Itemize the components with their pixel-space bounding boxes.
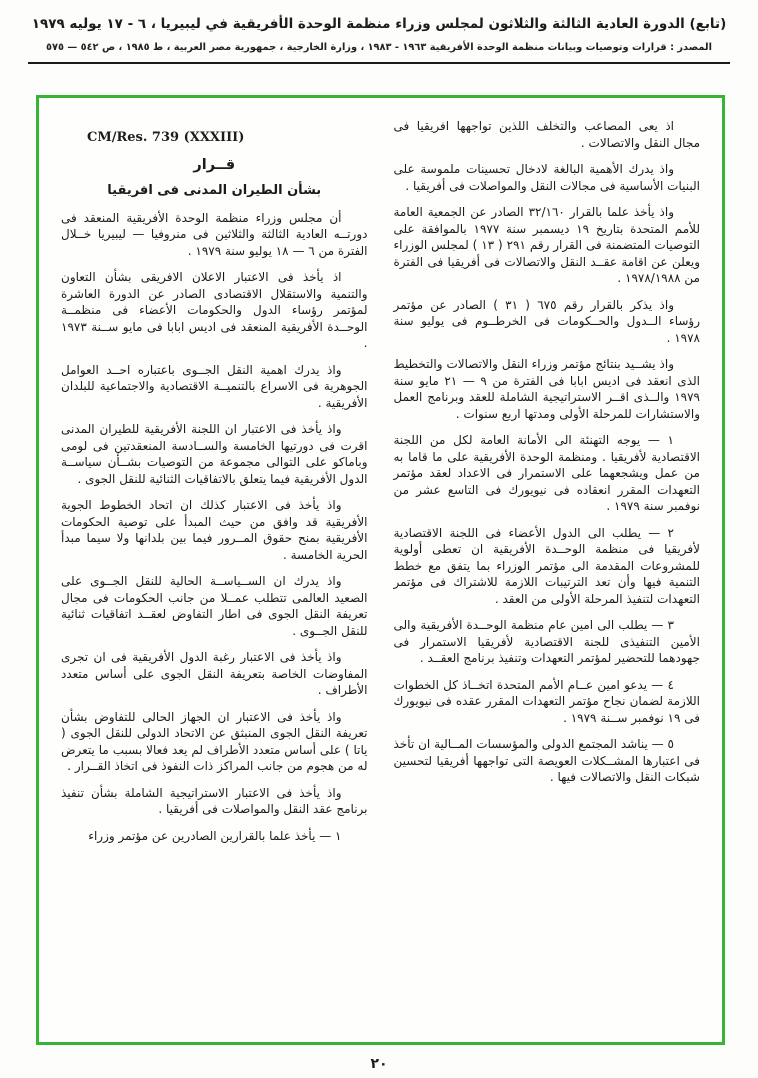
- column-resolution-739: [61, 118, 368, 1028]
- preamble-paragraph: واذ يشــيد بنتائج مؤتمر وزراء النقل والاتصالات والتخطيط الذى انعقد فى اديس ابابا فى الفترة من ٩ — ٢١ مايو سنة ١٩٧٩ والــذى اقــر الاستراتيجية الشاملة للعقد وبرنامج العمل والاستشارات للمرحلة الأولى ومدتها اربع سنوات .: [393, 357, 700, 421]
- page-number: ٢٠: [370, 1056, 388, 1072]
- operative-paragraph: ٣ — يطلب الى امين عام منظمة الوحــدة الأفريقية والى الأمين التنفيذى للجنة الاقتصادية لأفريقيا الاستمرار فى جهودهما للتحضير لمؤتمر التعهدات وتنفيذ برنامج العقــد .: [393, 618, 700, 665]
- preamble-paragraph: واذ يأخذ فى الاعتبار ان اللجنة الأفريقية للطيران المدنى اقرت فى دورتيها الخامسة والســادسة المنعقدتين فى لومى وباماكو على التوالى مجموعة من التوصيات بشــأن سياســة الدول الأفريقية فيما يتعلق بالاتفاقيات الثنائية للنقل الجوى .: [61, 422, 368, 486]
- operative-paragraph: ١ — يوجه التهنئة الى الأمانة العامة لكل من اللجنة الاقتصادية لأفريقيا . ومنظمة الوحدة الأفريقية على ما قاما به من عمل ويشجعهما على الاستمرار فى الاعداد لعقد مؤتمر التعهدات المقرر انعقاده فى نيويورك فى التاسع عشر من نوفمبر سنة ١٩٧٩ .: [393, 433, 700, 513]
- operative-paragraph: ٤ — يدعو امين عــام الأمم المتحدة اتخــاذ كل الخطوات اللازمة لضمان نجاح مؤتمر التعهدات المقرر عقده فى نيويورك فى ١٩ نوفمبر ســنة ١٩٧٩ .: [393, 677, 700, 725]
- header-divider: [28, 62, 730, 64]
- document-frame: [36, 95, 725, 1045]
- operative-paragraph: ٢ — يطلب الى الدول الأعضاء فى اللجنة الاقتصادية لأفريقيا فى منظمة الوحــدة الأفريقية ان تعطى أولوية للمشروعات المقدمة الى مؤتمر الوزراء بما يتفق مع خطط التنمية فيها وأن تعد الترتيبات اللازمة للاشتراك فى مؤتمر التعهدات لتنفيذ المرحلة الأولى من العقد .: [393, 525, 700, 606]
- operative-paragraph: ١ — يأخذ علما بالقرارين الصادرين عن مؤتمر وزراء: [88, 828, 342, 843]
- preamble-paragraph: اذ يعى المصاعب والتخلف اللذين تواجهها افريقيا فى مجال النقل والاتصالات .: [393, 119, 700, 150]
- preamble-paragraph: واذ يأخذ فى الاعتبار رغبة الدول الأفريقية فى ان تجرى المفاوضات الخاصة بتعريفة النقل الجوى على أساس متعدد الأطراف .: [61, 650, 368, 697]
- session-title: (تابع) الدورة العادية الثالثة والثلاثون لمجلس وزراء منظمة الوحدة الأفريقية في ليبيريا ، ٦ - ١٧ يوليه ١٩٧٩: [31, 16, 727, 32]
- source-citation: المصدر : قرارات وتوصيات وبيانات منظمة الوحدة الأفريقية ١٩٦٣ - ١٩٨٣ ، وزارة الخارجية ، جمهورية مصر العربية ، ط ١٩٨٥ ، ص ٥٤٢ — ٥٧٥: [46, 42, 712, 53]
- preamble-paragraph: أن مجلس وزراء منظمة الوحدة الأفريقية المنعقد فى دورتــه العادية الثالثة والثلاثين فى منروفيا — ليبيريا خــلال الفترة من ٦ — ١٨ يوليو سنة ١٩٧٩ .: [61, 210, 368, 258]
- preamble-paragraph: واذ يأخذ فى الاعتبار الاستراتيجية الشاملة بشأن تنفيذ برنامج عقد النقل والمواصلات فى أفريقيا .: [61, 785, 368, 816]
- resolution-subtitle: بشأن الطيران المدنى فى افريقيا: [107, 183, 322, 198]
- page-header: [0, 0, 758, 64]
- two-column-layout: [61, 118, 700, 1028]
- resolution-reference: CM/Res. 739 (XXXIII): [87, 130, 245, 145]
- preamble-paragraph: واذ يدرك الأهمية البالغة لادخال تحسينات ملموسة على البنيات الأساسية فى مجالات النقل والمواصلات فى أفريقيا .: [393, 162, 700, 193]
- column-previous-resolution: [394, 118, 701, 1028]
- operative-paragraph: ٥ — يناشد المجتمع الدولى والمؤسسات المــالية ان تأخذ فى اعتبارها المشــكلات العويصة التى تواجهها أفريقيا لتحسين شبكات النقل والاتصالات فيها .: [393, 737, 700, 784]
- preamble-paragraph: اذ يأخذ فى الاعتبار الاعلان الافريقى بشأن التعاون والتنمية والاستقلال الاقتصادى الصادر عن الدورة العاشرة لمؤتمر رؤساء الدول والحكومات الأعضاء فى منظمــة الوحــدة الأفريقية المنعقد فى اديس ابابا فى مايو ســنة ١٩٧٣ .: [61, 270, 368, 350]
- resolution-title: قــرار: [193, 156, 236, 173]
- preamble-paragraph: واذ يدرك ان الســياســة الحالية للنقل الجــوى على الصعيد العالمى تتطلب عمــلا من جانب الحكومات فى مجال تعريفة النقل الجوى فى اطار التفاوض لعقــد اتفاقيات ثنائية للنقل الجــوى .: [61, 574, 368, 638]
- preamble-paragraph: واذ يأخذ فى الاعتبار كذلك ان اتحاد الخطوط الجوية الأفريقية قد وافق من حيث المبدأ على توصية الحكومات الأفريقية بمنح حقوق المــرور فيما بين بلدانها ولا سيما مبدأ الحرية الخامسة .: [61, 498, 368, 562]
- preamble-paragraph: واذ يدرك اهمية النقل الجــوى باعتباره احــد العوامل الجوهرية فى الاسراع بالتنميــة الاقتصادية والاجتماعية للبلدان الأفريقية .: [61, 362, 368, 410]
- preamble-paragraph: واذ يذكر بالقرار رقم ٦٧٥ ( ٣١ ) الصادر عن مؤتمر رؤساء الــدول والحــكومات فى الخرطــوم فى يوليو سنة ١٩٧٨ .: [393, 297, 700, 345]
- preamble-paragraph: واذ يأخذ علما بالقرار ٣٢/١٦٠ الصادر عن الجمعية العامة للأمم المتحدة بتاريخ ١٩ ديسمبر سنة ١٩٧٧ بالموافقة على التوصيات المتضمنة فى القرار رقم ٢٩١ ( ١٣ ) لمجلس الوزراء ويعلن عن اقامة عقــد النقل والاتصالات فى أفريقيا فى الفترة من ١٩٧٨/١٩٨٨ .: [393, 205, 700, 285]
- preamble-paragraph: واذ يأخذ فى الاعتبار ان الجهاز الحالى للتفاوض بشأن تعريفة النقل الجوى المنبثق عن الاتحاد الدولى للنقل الجوى ( ياتا ) على أساس متعدد الأطراف لم يعد فعالا بسبب ما يتعرض له من هجوم من جانب المراكز ذات النفوذ فى اتخاذ القــرار .: [61, 709, 368, 773]
